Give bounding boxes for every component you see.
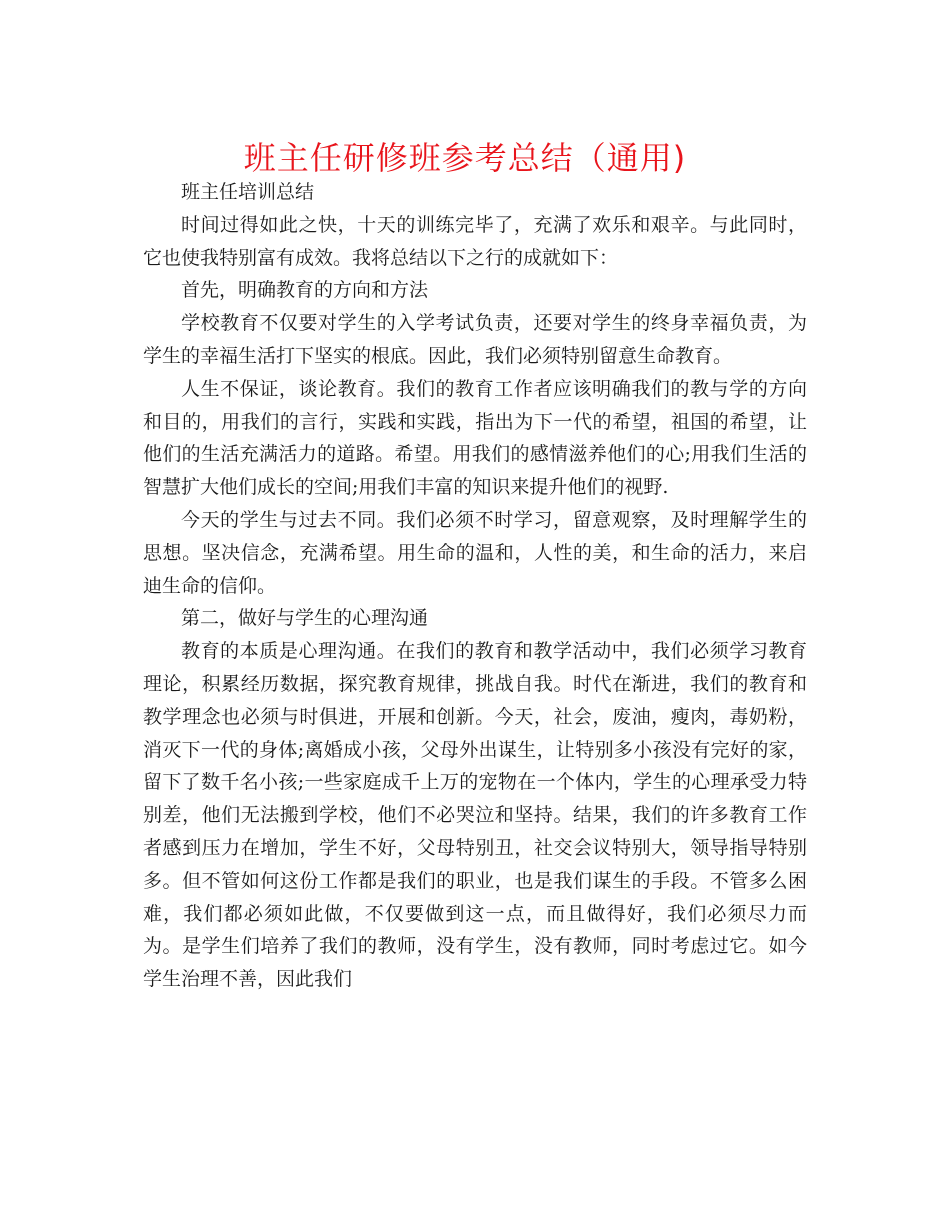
section-heading: 首先，明确教育的方向和方法	[181, 279, 429, 302]
paragraph: 今天的学生与过去不同。我们必须不时学习，留意观察，及时理解学生的思想。坚决信念，充满希望。用生命的温和，人性的美，和生命的活力，来启迪生命的信仰。	[143, 508, 807, 597]
document-title: 班主任研修班参考总结（通用)	[243, 139, 687, 177]
section-heading: 班主任培训总结	[181, 181, 315, 203]
paragraph: 时间过得如此之快，十天的训练完毕了，充满了欢乐和艰辛。与此同时，它也使我特别富有成效。我将总结以下之行的成就如下：	[143, 213, 807, 269]
section-heading: 第二，做好与学生的心理沟通	[181, 607, 429, 630]
paragraph: 人生不保证，谈论教育。我们的教育工作者应该明确我们的教与学的方向和目的，用我们的言行，实践和实践，指出为下一代的希望，祖国的希望，让他们的生活充满活力的道路。希望。用我们的感情滋养他们的心;用我们生活的智慧扩大他们成长的空间;用我们丰富的知识来提升他们的视野.	[143, 377, 807, 499]
paragraph: 学校教育不仅要对学生的入学考试负责，还要对学生的终身幸福负责，为学生的幸福生活打下坚实的根底。因此，我们必须特别留意生命教育。	[143, 312, 807, 367]
paragraph: 教育的本质是心理沟通。在我们的教育和教学活动中，我们必须学习教育理论，积累经历数据，探究教育规律，挑战自我。时代在渐进，我们的教育和教学理念也必须与时俱进，开展和创新。今天，社会，废油，瘦肉，毒奶粉，消灭下一代的身体;离婚成小孩，父母外出谋生，让特别多小孩没有完好的家，留下了数千名小孩;一些家庭成千上万的宠物在一个体内，学生的心理承受力特别差，他们无法搬到学校，他们不必哭泣和坚持。结果，我们的许多教育工作者感到压力在增加，学生不好，父母特别丑，社交会议特别大，领导指导特别多。但不管如何这份工作都是我们的职业，也是我们谋生的手段。不管多么困难，我们都必须如此做，不仅要做到这一点，而且做得好，我们必须尽力而为。是学生们培养了我们的教师，没有学生，没有教师，同时考虑过它。如今学生治理不善，因此我们	[143, 640, 807, 991]
document-body	[143, 176, 807, 996]
